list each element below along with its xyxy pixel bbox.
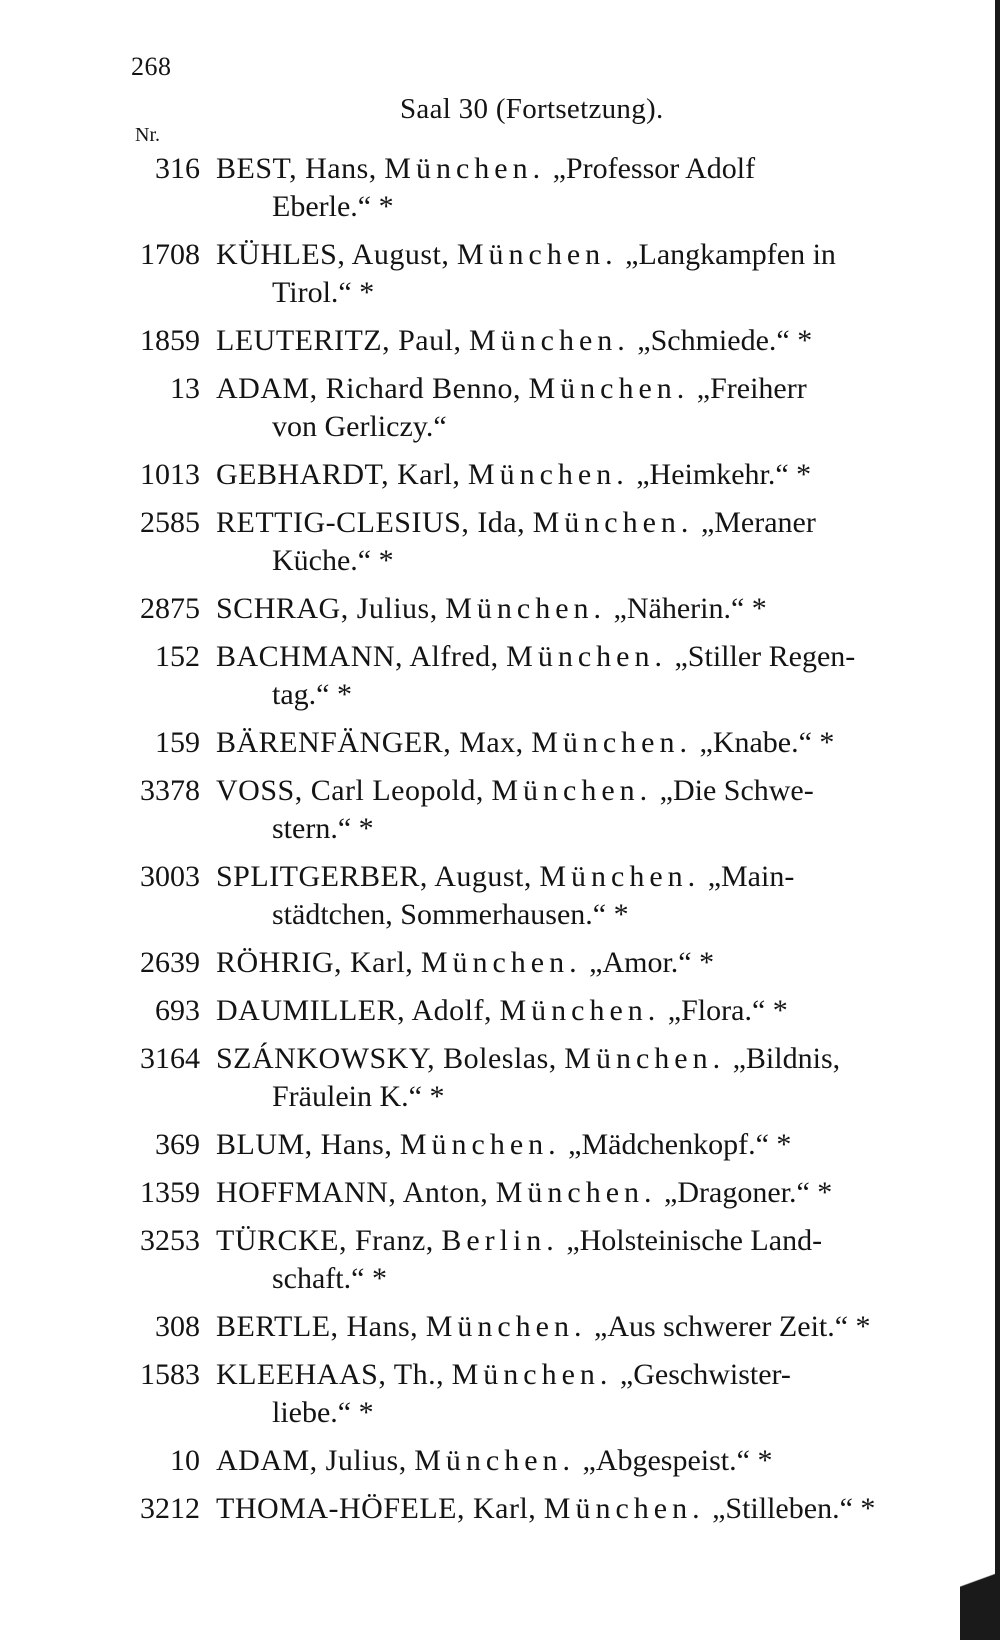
artist-name: BÄRENFÄNGER, Max, bbox=[216, 726, 524, 759]
catalog-entry bbox=[0, 590, 1000, 628]
artist-city: München. bbox=[399, 1128, 561, 1161]
artwork-title: „Freiherr bbox=[696, 372, 807, 405]
entry-text bbox=[216, 992, 964, 1030]
entry-number: 693 bbox=[155, 994, 200, 1027]
catalog-entry bbox=[0, 992, 1000, 1030]
artist-name: BERTLE, Hans, bbox=[216, 1310, 419, 1343]
entry-text bbox=[216, 322, 964, 360]
artist-city: München. bbox=[414, 1444, 576, 1477]
entry-text bbox=[216, 1126, 964, 1164]
entry-number: 3212 bbox=[140, 1492, 200, 1525]
artist-name: LEUTERITZ, Paul, bbox=[216, 324, 462, 357]
entry-text bbox=[216, 638, 964, 676]
artist-name: ADAM, Richard Benno, bbox=[216, 372, 521, 405]
artist-city: München. bbox=[506, 640, 667, 673]
artwork-title: „Knabe.“ * bbox=[699, 726, 835, 759]
artist-city: München. bbox=[531, 726, 692, 759]
entry-number: 1013 bbox=[140, 458, 200, 491]
catalog-entry bbox=[0, 1308, 1000, 1346]
catalog-entry bbox=[0, 1222, 1000, 1298]
entry-number: 308 bbox=[155, 1310, 200, 1343]
artist-city: München. bbox=[495, 1176, 657, 1209]
entry-number: 2639 bbox=[140, 946, 200, 979]
artist-city: München. bbox=[491, 774, 653, 807]
artwork-title-continuation: liebe.“ * bbox=[272, 1396, 374, 1429]
artist-city: München. bbox=[384, 152, 546, 185]
artwork-title: „Stiller Regen- bbox=[674, 640, 856, 673]
entry-number: 369 bbox=[155, 1128, 200, 1161]
catalog-entry bbox=[0, 150, 1000, 226]
artist-name: RÖHRIG, Karl, bbox=[216, 946, 414, 979]
artwork-title-continuation: Küche.“ * bbox=[272, 544, 394, 577]
page-number: 268 bbox=[131, 52, 172, 81]
entry-text bbox=[216, 1356, 964, 1394]
entry-text bbox=[216, 150, 964, 188]
entry-text bbox=[216, 590, 964, 628]
number-column-label: Nr. bbox=[135, 124, 160, 146]
entry-number: 10 bbox=[170, 1444, 200, 1477]
entry-text bbox=[216, 456, 964, 494]
entry-number: 1859 bbox=[140, 324, 200, 357]
artist-city: München. bbox=[528, 372, 690, 405]
artist-city: München. bbox=[499, 994, 661, 1027]
artist-city: München. bbox=[532, 506, 694, 539]
artwork-title-continuation: Fräulein K.“ * bbox=[272, 1080, 445, 1113]
catalog-entry bbox=[0, 370, 1000, 446]
artist-city: München. bbox=[420, 946, 582, 979]
entry-text bbox=[216, 1490, 964, 1528]
entry-text bbox=[216, 504, 964, 542]
entry-number: 3253 bbox=[140, 1224, 200, 1257]
catalog-entry bbox=[0, 772, 1000, 848]
entry-number: 3003 bbox=[140, 860, 200, 893]
artwork-title: „Main- bbox=[707, 860, 795, 893]
entry-text bbox=[216, 944, 964, 982]
artist-name: RETTIG-CLESIUS, Ida, bbox=[216, 506, 526, 539]
page-edge-shadow bbox=[995, 0, 1000, 1640]
artist-name: DAUMILLER, Adolf, bbox=[216, 994, 492, 1027]
entry-text bbox=[216, 1442, 964, 1480]
catalog-entry bbox=[0, 1490, 1000, 1528]
artist-city: München. bbox=[539, 860, 701, 893]
artwork-title: „Schmiede.“ * bbox=[637, 324, 813, 357]
catalog-entry bbox=[0, 724, 1000, 762]
artist-name: ADAM, Julius, bbox=[216, 1444, 407, 1477]
artist-city: Berlin. bbox=[441, 1224, 559, 1257]
artwork-title-continuation: von Gerliczy.“ bbox=[272, 410, 447, 443]
catalog-entry bbox=[0, 1040, 1000, 1116]
entry-number: 1359 bbox=[140, 1176, 200, 1209]
catalog-entry bbox=[0, 504, 1000, 580]
artist-city: München. bbox=[445, 592, 607, 625]
artist-name: BACHMANN, Alfred, bbox=[216, 640, 499, 673]
entry-text bbox=[216, 1040, 964, 1078]
artwork-title: „Amor.“ * bbox=[589, 946, 715, 979]
entry-text bbox=[216, 772, 964, 810]
catalog-entry bbox=[0, 1126, 1000, 1164]
artwork-title: „Holsteinische Land- bbox=[566, 1224, 823, 1257]
artist-name: SCHRAG, Julius, bbox=[216, 592, 438, 625]
entry-number: 3378 bbox=[140, 774, 200, 807]
artwork-title: „Bildnis, bbox=[732, 1042, 841, 1075]
artwork-title: „Aus schwerer Zeit.“ * bbox=[594, 1310, 871, 1343]
entry-text bbox=[216, 1222, 964, 1260]
artwork-title: „Näherin.“ * bbox=[613, 592, 767, 625]
artwork-title: „Meraner bbox=[700, 506, 816, 539]
artist-city: München. bbox=[456, 238, 618, 271]
artwork-title: „Die Schwe- bbox=[659, 774, 814, 807]
artwork-title-continuation: Tirol.“ * bbox=[272, 276, 375, 309]
catalog-entry bbox=[0, 1356, 1000, 1432]
artwork-title: „Mädchenkopf.“ * bbox=[568, 1128, 792, 1161]
artwork-title: „Abgespeist.“ * bbox=[582, 1444, 773, 1477]
artist-name: KLEEHAAS, Th., bbox=[216, 1358, 445, 1391]
artist-name: KÜHLES, August, bbox=[216, 238, 450, 271]
catalog-entry bbox=[0, 944, 1000, 982]
catalog-entry bbox=[0, 456, 1000, 494]
artist-city: München. bbox=[425, 1310, 587, 1343]
catalog-entry bbox=[0, 322, 1000, 360]
artist-name: TÜRCKE, Franz, bbox=[216, 1224, 434, 1257]
artwork-title: „Dragoner.“ * bbox=[664, 1176, 833, 1209]
entry-text bbox=[216, 858, 964, 896]
artist-name: VOSS, Carl Leopold, bbox=[216, 774, 484, 807]
artwork-title: „Heimkehr.“ * bbox=[636, 458, 812, 491]
artist-name: BEST, Hans, bbox=[216, 152, 377, 185]
artwork-title: „Professor Adolf bbox=[552, 152, 756, 185]
artwork-title-continuation: stern.“ * bbox=[272, 812, 374, 845]
artwork-title-continuation: schaft.“ * bbox=[272, 1262, 387, 1295]
artist-name: BLUM, Hans, bbox=[216, 1128, 393, 1161]
artist-name: THOMA-HÖFELE, Karl, bbox=[216, 1492, 537, 1525]
entry-number: 2875 bbox=[140, 592, 200, 625]
catalog-entry bbox=[0, 236, 1000, 312]
page-corner-shadow bbox=[960, 1530, 1000, 1640]
entry-number: 13 bbox=[170, 372, 200, 405]
entry-text bbox=[216, 236, 964, 274]
catalog-entry bbox=[0, 1442, 1000, 1480]
artist-name: SPLITGERBER, August, bbox=[216, 860, 532, 893]
artwork-title: „Stilleben.“ * bbox=[712, 1492, 876, 1525]
entry-number: 1583 bbox=[140, 1358, 200, 1391]
entry-number: 3164 bbox=[140, 1042, 200, 1075]
artist-city: München. bbox=[467, 458, 629, 491]
catalog-entry bbox=[0, 858, 1000, 934]
entry-number: 1708 bbox=[140, 238, 200, 271]
artwork-title: „Geschwister- bbox=[619, 1358, 791, 1391]
artist-city: München. bbox=[543, 1492, 705, 1525]
entry-text bbox=[216, 1308, 964, 1346]
entry-text bbox=[216, 724, 964, 762]
artwork-title: „Flora.“ * bbox=[667, 994, 788, 1027]
artist-name: SZÁNKOWSKY, Boleslas, bbox=[216, 1042, 557, 1075]
artist-name: GEBHARDT, Karl, bbox=[216, 458, 461, 491]
entry-number: 152 bbox=[155, 640, 200, 673]
entry-number: 2585 bbox=[140, 506, 200, 539]
artist-city: München. bbox=[468, 324, 630, 357]
entry-text bbox=[216, 1174, 964, 1212]
artist-name: HOFFMANN, Anton, bbox=[216, 1176, 489, 1209]
entry-number: 316 bbox=[155, 152, 200, 185]
section-heading: Saal 30 (Fortsetzung). bbox=[400, 93, 664, 125]
artwork-title: „Langkampfen in bbox=[625, 238, 836, 271]
artist-city: München. bbox=[564, 1042, 726, 1075]
catalog-entry bbox=[0, 1174, 1000, 1212]
entry-number: 159 bbox=[155, 726, 200, 759]
artwork-title-continuation: tag.“ * bbox=[272, 678, 352, 711]
artwork-title-continuation: Eberle.“ * bbox=[272, 190, 394, 223]
artwork-title-continuation: städtchen, Sommerhausen.“ * bbox=[272, 898, 629, 931]
artist-city: München. bbox=[451, 1358, 613, 1391]
catalog-entry-list bbox=[0, 150, 1000, 1538]
catalog-entry bbox=[0, 638, 1000, 714]
entry-text bbox=[216, 370, 964, 408]
